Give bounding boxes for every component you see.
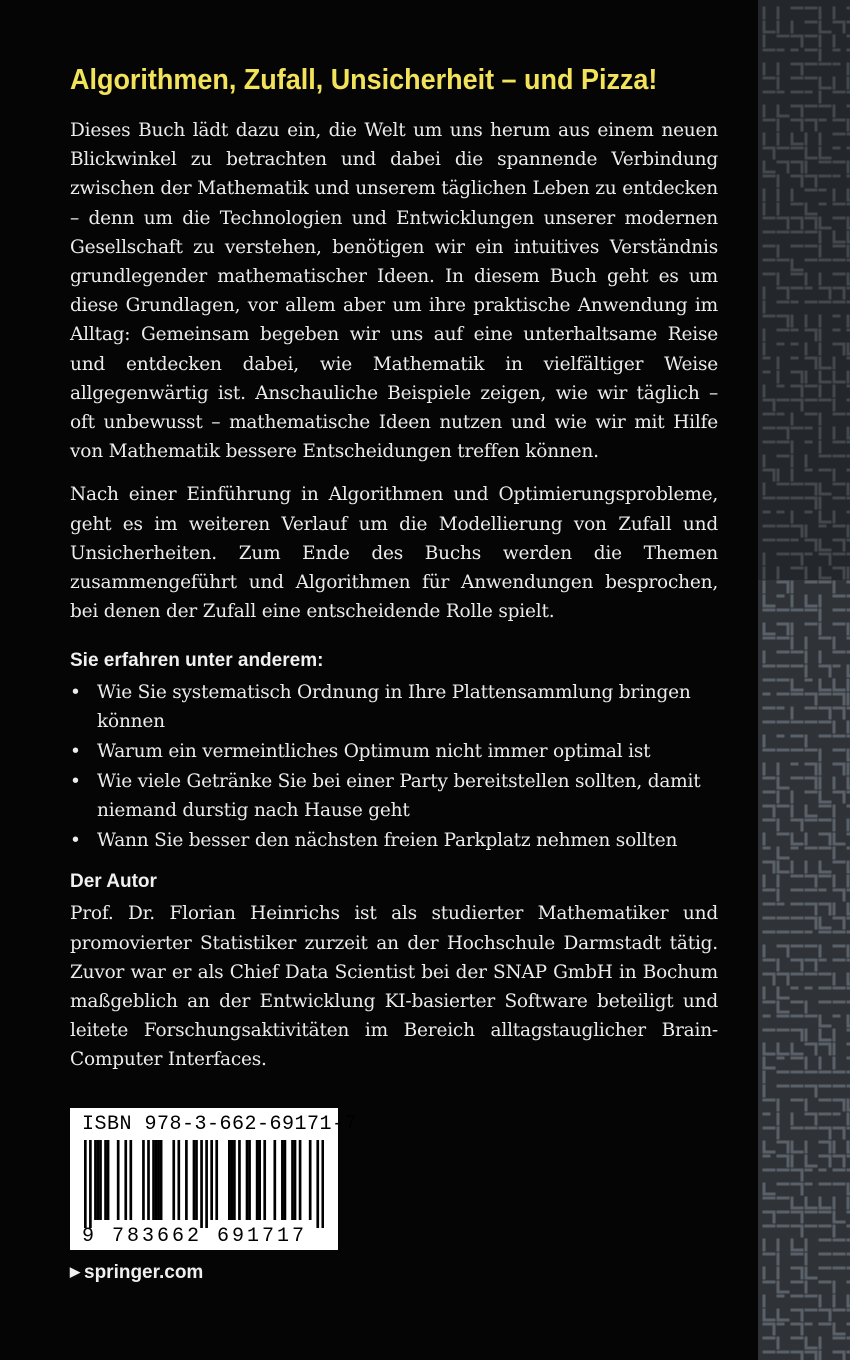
barcode-bar [160, 1140, 163, 1220]
barcode-bar [284, 1140, 287, 1220]
barcode-bar [89, 1140, 92, 1228]
barcode-bar [273, 1140, 276, 1220]
barcode-bar [200, 1140, 203, 1228]
barcode-bar [193, 1140, 196, 1220]
barcode-bar [321, 1140, 324, 1228]
publisher-link[interactable] [70, 1262, 203, 1284]
barcode-bar [84, 1140, 87, 1228]
barcode-bar [99, 1140, 102, 1220]
barcode-bar [129, 1140, 132, 1220]
barcode-bar [258, 1140, 261, 1220]
intro-paragraph: Dieses Buch lädt dazu ein, die Welt um uns herum aus einem neuen Blickwinkel zu betrachten und dabei die spannende Verbindung zwischen der Mathematik und unserem täglichen Leben zu entdecken – denn um die Technologien und Entwicklungen unserer modernen Gesellschaft zu verstehen, benötigen wir ein intuitives Verständnis grundlegender mathematischer Ideen. In diesem Buch geht es um diese Grundlagen, vor allem aber um ihre praktische Anwendung im Alltag: Gemeinsam begeben wir uns auf eine unterhaltsame Reise und entdecken dabei, wie Mathematik in vielfältiger Weise allgegenwärtig ist. Anschauliche Beispiele zeigen, wie wir täglich – oft unbewusst – mathematische Ideen nutzen und wie wir mit Hilfe von Mathematik bessere Entscheidungen treffen können. [70, 120, 718, 463]
list-item-text: Wie Sie systematisch Ordnung in Ihre Plattensammlung bringen können [97, 682, 691, 733]
author-heading: Der Autor [70, 871, 157, 893]
list-item [70, 767, 718, 825]
decorative-side-panel [758, 0, 850, 1360]
barcode-bar [107, 1140, 110, 1220]
arrow-right-icon: ▶ [70, 1264, 80, 1279]
barcode-bar [299, 1140, 302, 1220]
barcode-bar [316, 1140, 319, 1228]
barcode-bars [84, 1140, 324, 1228]
barcode-bar [94, 1140, 97, 1220]
text-content [70, 62, 718, 1075]
list-item-text: Warum ein vermeintliches Optimum nicht immer optimal ist [97, 741, 651, 763]
bullet-icon: • [70, 771, 81, 793]
isbn-label: ISBN 978-3-662-69171-7 [82, 1113, 358, 1136]
publisher-url: springer.com [84, 1262, 204, 1283]
barcode-bar [172, 1140, 175, 1220]
barcode-bar [291, 1140, 294, 1220]
barcode-bar [263, 1140, 266, 1220]
barcode-bar [157, 1140, 160, 1220]
list-item [70, 737, 718, 766]
barcode-bar [248, 1140, 251, 1220]
second-paragraph: Nach einer Einführung in Algorithmen und Optimierungsprobleme, geht es im weiteren Verlauf um die Modellierung von Zufall und Unsicherheiten. Zum Ende des Buchs werden die Themen zusammengeführt und Algorithmen für Anwendungen besprochen, bei denen der Zufall eine entscheidende Rolle spielt. [70, 484, 718, 623]
barcode-bar [228, 1140, 231, 1220]
barcode-bar [104, 1140, 107, 1220]
learn-heading: Sie erfahren unter anderem: [70, 650, 324, 672]
list-item [70, 678, 718, 736]
bullet-icon: • [70, 830, 81, 852]
barcode-bar [294, 1140, 297, 1220]
barcode-bar [231, 1140, 234, 1220]
list-item [70, 826, 718, 855]
bullet-icon: • [70, 682, 81, 704]
author-paragraph: Prof. Dr. Florian Heinrichs ist als studierter Mathematiker und promovierter Statistiker zurzeit an der Hochschule Darmstadt tätig. Zuvor war er als Chief Data Scientist bei der SNAP GmbH in Bochum maßgeblich an der Entwicklung KI-basierter Software beteiligt und leitete Forschungsaktivitäten im Bereich alltagstauglicher Brain-Computer Interfaces. [70, 903, 718, 1071]
barcode-bar [155, 1140, 158, 1220]
barcode-bar [246, 1140, 249, 1220]
barcode-bar [117, 1140, 120, 1220]
barcode-bar [142, 1140, 145, 1220]
learn-list [70, 678, 718, 855]
list-item-text: Wann Sie besser den nächsten freien Parkplatz nehmen sollten [97, 830, 678, 852]
headline: Algorithmen, Zufall, Unsicherheit – und Pizza! [70, 64, 658, 96]
barcode-bar [281, 1140, 284, 1220]
barcode-digits: 9 783662 691717 [82, 1225, 308, 1248]
barcode-bar [152, 1140, 155, 1220]
barcode-bar [256, 1140, 259, 1220]
list-item-text: Wie viele Getränke Sie bei einer Party bereitstellen sollten, damit niemand durstig nach Hause geht [97, 771, 701, 822]
barcode-bar [238, 1140, 241, 1220]
circuit-pattern [758, 0, 850, 1360]
barcode-bar [205, 1140, 208, 1228]
barcode-bar [195, 1140, 198, 1220]
barcode-bar [97, 1140, 100, 1220]
barcode-bar [177, 1140, 180, 1220]
barcode-bar [309, 1140, 312, 1220]
barcode-bar [147, 1140, 150, 1220]
barcode-bar [215, 1140, 218, 1220]
barcode-bar [185, 1140, 188, 1220]
barcode-bar [233, 1140, 236, 1220]
barcode-bar [124, 1140, 127, 1220]
isbn-barcode [70, 1108, 358, 1250]
bullet-icon: • [70, 741, 81, 763]
barcode-bar [210, 1140, 213, 1220]
